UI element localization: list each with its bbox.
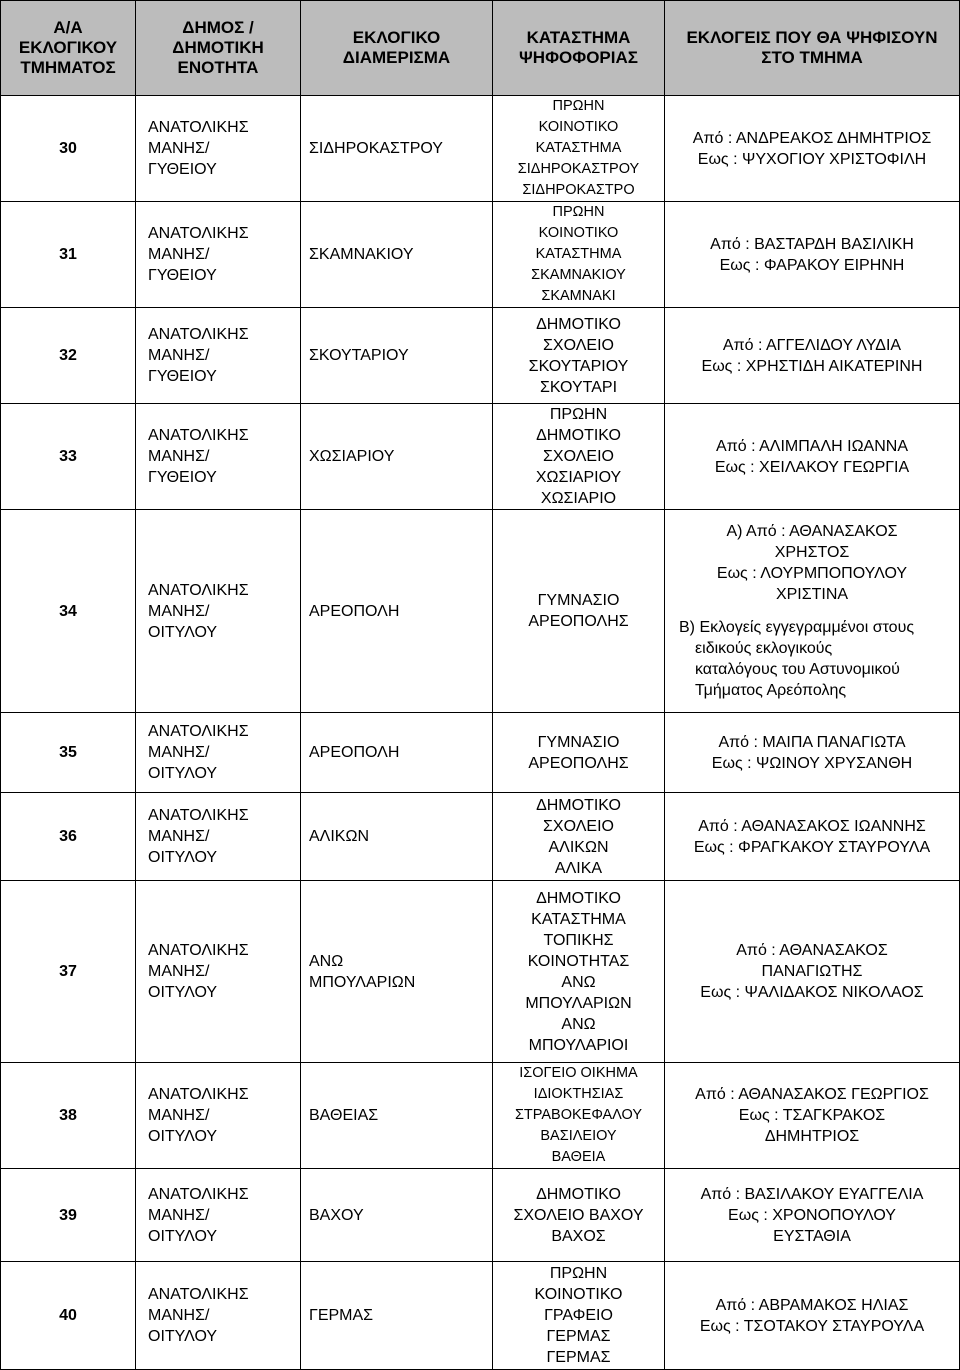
district-cell: ΒΑΧΟΥ [301,1169,493,1262]
municipality-cell: ΑΝΑΤΟΛΙΚΗΣ ΜΑΝΗΣ/ ΟΙΤΥΛΟΥ [136,793,301,881]
district-cell: ΓΕΡΜΑΣ [301,1262,493,1370]
municipality-cell: ΑΝΑΤΟΛΙΚΗΣ ΜΑΝΗΣ/ ΟΙΤΥΛΟΥ [136,510,301,713]
header-electoral-district: ΕΚΛΟΓΙΚΟ ΔΙΑΜΕΡΙΣΜΑ [301,1,493,96]
section-number: 30 [1,96,136,202]
municipality-cell: ΑΝΑΤΟΛΙΚΗΣ ΜΑΝΗΣ/ ΟΙΤΥΛΟΥ [136,713,301,793]
voters-range-cell: Από : ΑΘΑΝΑΣΑΚΟΣ ΙΩΑΝΝΗΣ Εως : ΦΡΑΓΚΑΚΟΥ ΣΤΑΥΡΟΥΛΑ [665,793,960,881]
polling-station-cell: ΓΥΜΝΑΣΙΟ ΑΡΕΟΠΟΛΗΣ [493,510,665,713]
polling-station-cell: ΔΗΜΟΤΙΚΟ ΚΑΤΑΣΤΗΜΑ ΤΟΠΙΚΗΣ ΚΟΙΝΟΤΗΤΑΣ ΑΝΩ ΜΠΟΥΛΑΡΙΩΝ ΑΝΩ ΜΠΟΥΛΑΡΙΟΙ [493,881,665,1063]
voters-range-cell: Από : ΑΒΡΑΜΑΚΟΣ ΗΛΙΑΣ Εως : ΤΣΟΤΑΚΟΥ ΣΤΑΥΡΟΥΛΑ [665,1262,960,1370]
municipality-cell: ΑΝΑΤΟΛΙΚΗΣ ΜΑΝΗΣ/ ΓΥΘΕΙΟΥ [136,96,301,202]
table-row [1,713,960,793]
table-row [1,202,960,308]
table-row [1,510,960,713]
district-cell: ΑΡΕΟΠΟΛΗ [301,713,493,793]
voters-range-cell: Από : ΒΑΣΤΑΡΔΗ ΒΑΣΙΛΙΚΗ Εως : ΦΑΡΑΚΟΥ ΕΙΡΗΝΗ [665,202,960,308]
section-number: 31 [1,202,136,308]
section-number: 35 [1,713,136,793]
section-number: 34 [1,510,136,713]
section-number: 36 [1,793,136,881]
district-cell: ΒΑΘΕΙΑΣ [301,1063,493,1169]
polling-station-cell: ΠΡΩΗΝ ΚΟΙΝΟΤΙΚΟ ΚΑΤΑΣΤΗΜΑ ΣΙΔΗΡΟΚΑΣΤΡΟΥ ΣΙΔΗΡΟΚΑΣΤΡΟ [493,96,665,202]
voters-range-cell: Από : ΑΘΑΝΑΣΑΚΟΣ ΠΑΝΑΓΙΩΤΗΣ Εως : ΨΑΛΙΔΑΚΟΣ ΝΙΚΟΛΑΟΣ [665,881,960,1063]
voters-range-cell: Από : ΑΝΔΡΕΑΚΟΣ ΔΗΜΗΤΡΙΟΣ Εως : ΨΥΧΟΓΙΟΥ ΧΡΙΣΤΟΦΙΛΗ [665,96,960,202]
header-section-number: Α/Α ΕΚΛΟΓΙΚΟΥ ΤΜΗΜΑΤΟΣ [1,1,136,96]
polling-station-cell: ΠΡΩΗΝ ΚΟΙΝΟΤΙΚΟ ΓΡΑΦΕΙΟ ΓΕΡΜΑΣ ΓΕΡΜΑΣ [493,1262,665,1370]
district-cell: ΑΛΙΚΩΝ [301,793,493,881]
voters-range-cell: Από : ΑΛΙΜΠΑΛΗ ΙΩΑΝΝΑ Εως : ΧΕΙΛΑΚΟΥ ΓΕΩΡΓΙΑ [665,404,960,510]
municipality-cell: ΑΝΑΤΟΛΙΚΗΣ ΜΑΝΗΣ/ ΟΙΤΥΛΟΥ [136,881,301,1063]
voters-range-cell: Από : ΜΑΙΠΑ ΠΑΝΑΓΙΩΤΑ Εως : ΨΩΙΝΟΥ ΧΡΥΣΑΝΘΗ [665,713,960,793]
table-row [1,793,960,881]
voters-range-cell: Από : ΑΓΓΕΛΙΔΟΥ ΛΥΔΙΑ Εως : ΧΡΗΣΤΙΔΗ ΑΙΚΑΤΕΡΙΝΗ [665,308,960,404]
voters-range-cell: Α) Από : ΑΘΑΝΑΣΑΚΟΣ ΧΡΗΣΤΟΣ Εως : ΛΟΥΡΜΠΟΠΟΥΛΟΥ ΧΡΙΣΤΙΝΑ Β) Εκλογείς εγγεγραμμένοι στους ειδικούς εκλογικούς καταλόγους του Αστυνομικού Τμήματος Αρεόπολης [665,510,960,713]
polling-station-cell: ΓΥΜΝΑΣΙΟ ΑΡΕΟΠΟΛΗΣ [493,713,665,793]
section-number: 37 [1,881,136,1063]
polling-station-cell: ΔΗΜΟΤΙΚΟ ΣΧΟΛΕΙΟ ΒΑΧΟΥ ΒΑΧΟΣ [493,1169,665,1262]
municipality-cell: ΑΝΑΤΟΛΙΚΗΣ ΜΑΝΗΣ/ ΓΥΘΕΙΟΥ [136,404,301,510]
section-number: 39 [1,1169,136,1262]
district-cell: ΣΚΟΥΤΑΡΙΟΥ [301,308,493,404]
table-row [1,404,960,510]
table-row [1,1262,960,1370]
polling-station-cell: ΔΗΜΟΤΙΚΟ ΣΧΟΛΕΙΟ ΣΚΟΥΤΑΡΙΟΥ ΣΚΟΥΤΑΡΙ [493,308,665,404]
voters-group-b: Β) Εκλογείς εγγεγραμμένοι στους [679,619,915,636]
table-row [1,308,960,404]
polling-station-cell: ΔΗΜΟΤΙΚΟ ΣΧΟΛΕΙΟ ΑΛΙΚΩΝ ΑΛΙΚΑ [493,793,665,881]
section-number: 33 [1,404,136,510]
municipality-cell: ΑΝΑΤΟΛΙΚΗΣ ΜΑΝΗΣ/ ΟΙΤΥΛΟΥ [136,1063,301,1169]
voters-range-cell: Από : ΑΘΑΝΑΣΑΚΟΣ ΓΕΩΡΓΙΟΣ Εως : ΤΣΑΓΚΡΑΚΟΣ ΔΗΜΗΤΡΙΟΣ [665,1063,960,1169]
polling-station-cell: ΠΡΩΗΝ ΚΟΙΝΟΤΙΚΟ ΚΑΤΑΣΤΗΜΑ ΣΚΑΜΝΑΚΙΟΥ ΣΚΑΜΝΑΚΙ [493,202,665,308]
district-cell: ΣΚΑΜΝΑΚΙΟΥ [301,202,493,308]
table-row [1,96,960,202]
municipality-cell: ΑΝΑΤΟΛΙΚΗΣ ΜΑΝΗΣ/ ΓΥΘΕΙΟΥ [136,202,301,308]
district-cell: ΑΡΕΟΠΟΛΗ [301,510,493,713]
municipality-cell: ΑΝΑΤΟΛΙΚΗΣ ΜΑΝΗΣ/ ΟΙΤΥΛΟΥ [136,1169,301,1262]
polling-station-cell: ΙΣΟΓΕΙΟ ΟΙΚΗΜΑ ΙΔΙΟΚΤΗΣΙΑΣ ΣΤΡΑΒΟΚΕΦΑΛΟΥ ΒΑΣΙΛΕΙΟΥ ΒΑΘΕΙΑ [493,1063,665,1169]
municipality-cell: ΑΝΑΤΟΛΙΚΗΣ ΜΑΝΗΣ/ ΟΙΤΥΛΟΥ [136,1262,301,1370]
table-row [1,881,960,1063]
table-row [1,1063,960,1169]
header-municipality: ΔΗΜΟΣ / ΔΗΜΟΤΙΚΗ ΕΝΟΤΗΤΑ [136,1,301,96]
municipality-cell: ΑΝΑΤΟΛΙΚΗΣ ΜΑΝΗΣ/ ΓΥΘΕΙΟΥ [136,308,301,404]
table-header-row [1,1,960,96]
section-number: 40 [1,1262,136,1370]
district-cell: ΑΝΩ ΜΠΟΥΛΑΡΙΩΝ [301,881,493,1063]
district-cell: ΣΙΔΗΡΟΚΑΣΤΡΟΥ [301,96,493,202]
voters-range-cell: Από : ΒΑΣΙΛΑΚΟΥ ΕΥΑΓΓΕΛΙΑ Εως : ΧΡΟΝΟΠΟΥΛΟΥ ΕΥΣΤΑΘΙΑ [665,1169,960,1262]
header-voters: ΕΚΛΟΓΕΙΣ ΠΟΥ ΘΑ ΨΗΦΙΣΟΥΝ ΣΤΟ ΤΜΗΜΑ [665,1,960,96]
table-row [1,1169,960,1262]
section-number: 38 [1,1063,136,1169]
polling-station-cell: ΠΡΩΗΝ ΔΗΜΟΤΙΚΟ ΣΧΟΛΕΙΟ ΧΩΣΙΑΡΙΟΥ ΧΩΣΙΑΡΙΟ [493,404,665,510]
section-number: 32 [1,308,136,404]
voters-group-a: Α) Από : ΑΘΑΝΑΣΑΚΟΣ [726,523,898,540]
header-polling-station: ΚΑΤΑΣΤΗΜΑ ΨΗΦΟΦΟΡΙΑΣ [493,1,665,96]
district-cell: ΧΩΣΙΑΡΙΟΥ [301,404,493,510]
